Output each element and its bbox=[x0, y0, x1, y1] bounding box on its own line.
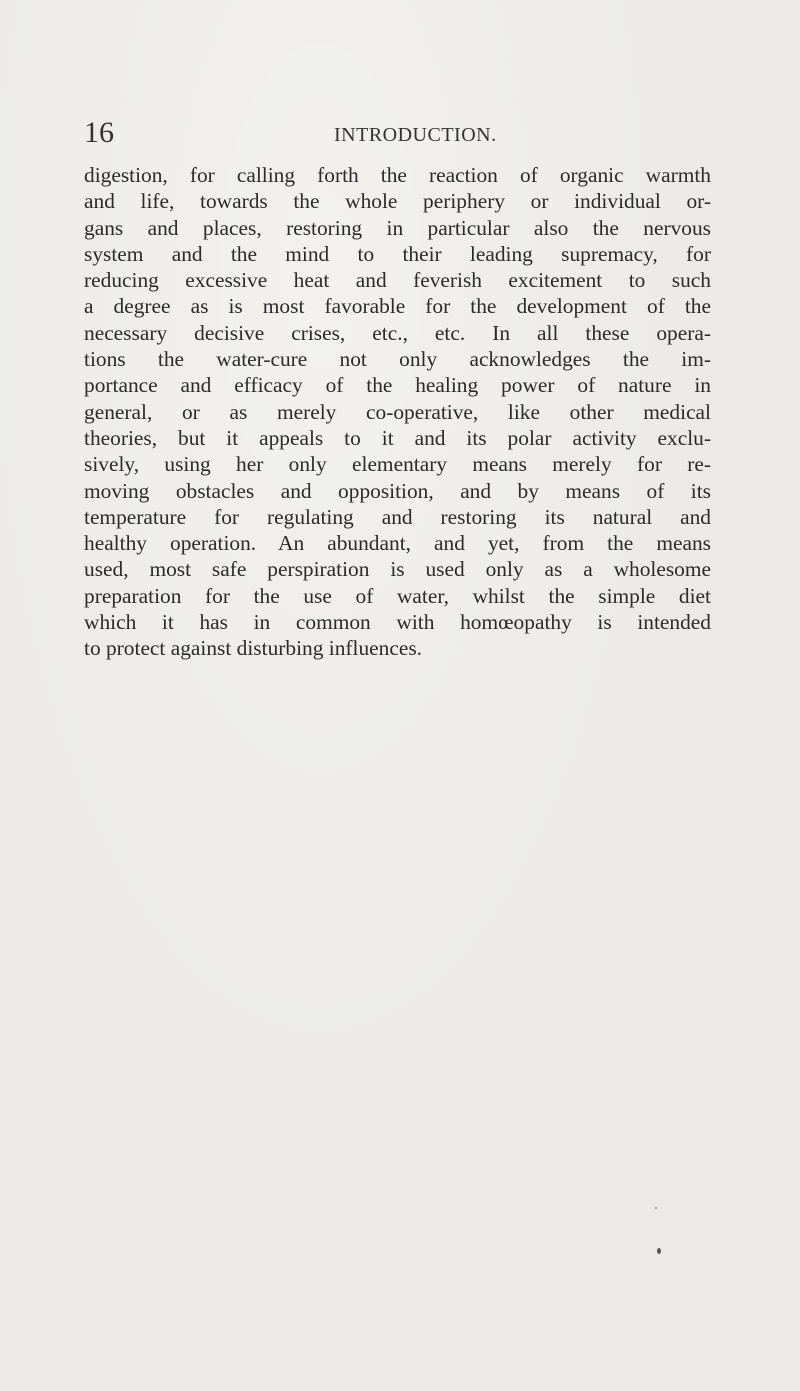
ink-speck bbox=[657, 1248, 661, 1254]
text-line: healthy operation. An abundant, and yet, from the means bbox=[84, 531, 711, 556]
text-line: temperature for regulating and restoring its natural and bbox=[84, 504, 711, 529]
text-line: necessary decisive crises, etc., etc. In all these opera- bbox=[84, 320, 711, 345]
running-title: INTRODUCTION. bbox=[334, 124, 497, 146]
text-line: gans and places, restoring in particular also the nervous bbox=[84, 215, 711, 240]
text-line: reducing excessive heat and feverish excitement to such bbox=[84, 268, 711, 293]
text-line: used, most safe perspiration is used only as a wholesome bbox=[84, 557, 711, 582]
text-line: tions the water-cure not only acknowledges the im- bbox=[84, 347, 711, 372]
ink-speck bbox=[655, 1207, 657, 1209]
text-line: moving obstacles and opposition, and by means of its bbox=[84, 478, 711, 503]
body-text bbox=[84, 162, 711, 662]
text-line: portance and efficacy of the healing power of nature in bbox=[84, 373, 711, 398]
text-line: to protect against disturbing influences. bbox=[84, 636, 423, 661]
text-line: theories, but it appeals to it and its polar activity exclu- bbox=[84, 425, 711, 450]
text-line: preparation for the use of water, whilst the simple diet bbox=[84, 583, 711, 608]
text-line: system and the mind to their leading supremacy, for bbox=[84, 241, 711, 266]
text-line: and life, towards the whole periphery or individual or- bbox=[84, 189, 711, 214]
text-line: general, or as merely co-operative, like other medical bbox=[84, 399, 711, 424]
text-line: a degree as is most favorable for the development of the bbox=[84, 294, 711, 319]
page-header bbox=[84, 117, 744, 149]
text-line: sively, using her only elementary means merely for re- bbox=[84, 452, 711, 477]
text-line: which it has in common with homœopathy is intended bbox=[84, 610, 711, 635]
text-line: digestion, for calling forth the reaction of organic warmth bbox=[84, 163, 711, 187]
page-number: 16 bbox=[84, 116, 114, 149]
